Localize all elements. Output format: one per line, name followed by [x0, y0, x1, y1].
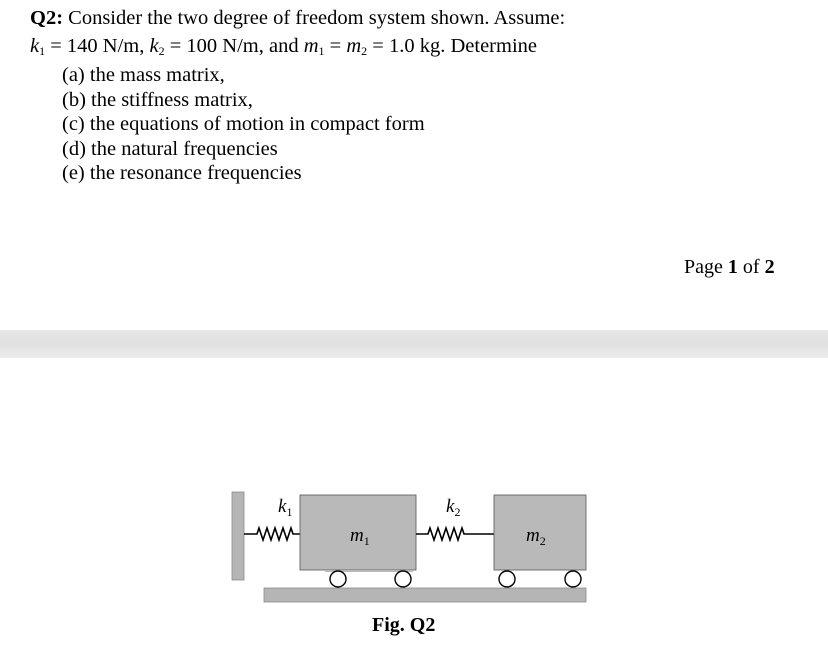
- mass-m2: [494, 495, 586, 570]
- question-text: Consider the two degree of freedom system shown. Assume:: [63, 7, 566, 29]
- k1-symbol: k: [30, 35, 40, 57]
- mass-value: = 1.0 kg. Determine: [367, 35, 537, 57]
- wheel-m1-left: [330, 571, 346, 587]
- figure-caption: Fig. Q2: [372, 614, 436, 636]
- part-c: (c) the equations of motion in compact form: [62, 113, 425, 135]
- k2-label: $k_2$: [446, 496, 461, 519]
- question-heading: [30, 6, 565, 31]
- question-number: Q2:: [30, 7, 64, 29]
- m2-label: $m_2$: [526, 525, 546, 548]
- k2-value: = 100 N/m, and: [164, 35, 304, 57]
- spring-k2: [416, 528, 494, 540]
- part-d: (d) the natural frequencies: [62, 137, 278, 160]
- spring-k1: [244, 528, 300, 540]
- k2-symbol: k: [149, 35, 159, 57]
- m2-symbol: m: [346, 35, 362, 57]
- k1-label: $k_1$: [278, 496, 293, 519]
- equals-sign: =: [324, 35, 347, 57]
- page-indicator: [684, 256, 775, 279]
- part-e: (e) the resonance frequencies: [62, 162, 302, 184]
- wall: [232, 492, 244, 580]
- question-parts-list: [62, 63, 425, 186]
- page-current: 1: [727, 256, 738, 278]
- m1-subscript: 1: [318, 44, 325, 58]
- wheel-m2-right: [565, 571, 581, 587]
- wheel-m1-right: [395, 571, 411, 587]
- page-prefix: Page: [684, 256, 728, 278]
- m1-symbol: m: [303, 35, 319, 57]
- m1-label: $m_1$: [350, 525, 370, 548]
- given-values: [30, 34, 537, 64]
- page-middle: of: [737, 256, 765, 278]
- k1-subscript: 1: [39, 44, 46, 58]
- page-separator: [0, 330, 828, 358]
- wheel-m2-left: [499, 571, 515, 587]
- m2-subscript: 2: [361, 44, 368, 58]
- k2-subscript: 2: [158, 44, 165, 58]
- part-a: (a) the mass matrix,: [62, 64, 225, 86]
- page-total: 2: [764, 256, 775, 278]
- two-dof-system-figure: [230, 488, 590, 608]
- floor: [264, 588, 586, 602]
- k1-value: = 140 N/m,: [45, 35, 150, 57]
- part-b: (b) the stiffness matrix,: [62, 88, 253, 111]
